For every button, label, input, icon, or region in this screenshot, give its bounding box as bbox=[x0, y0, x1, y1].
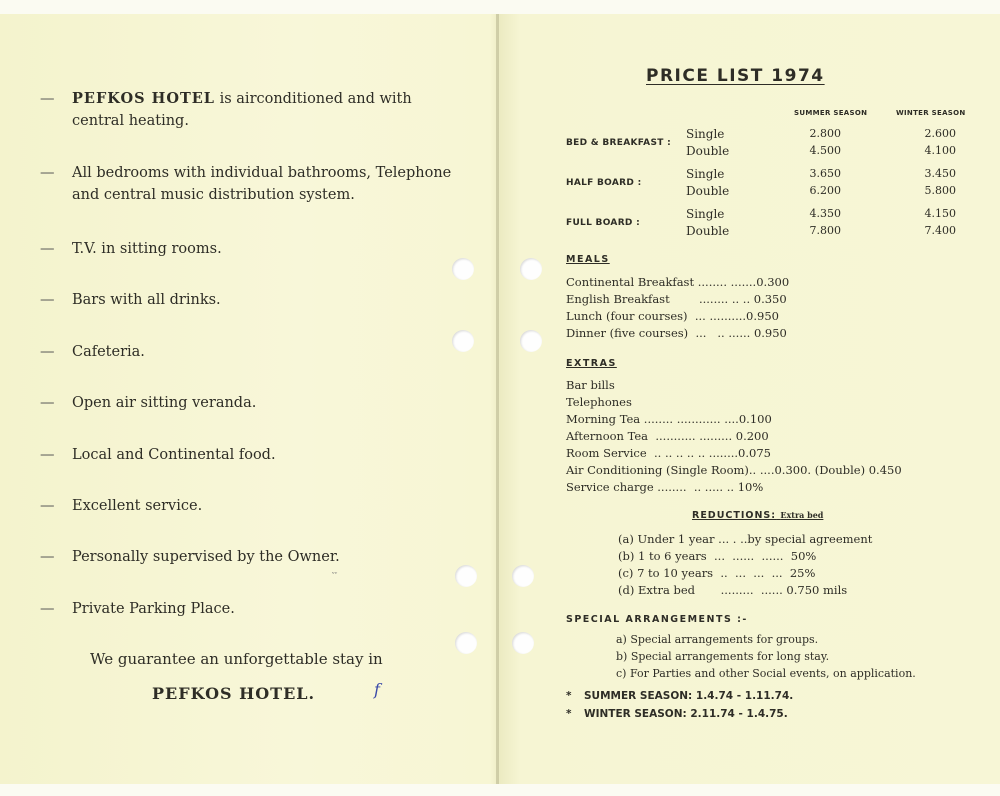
punch-hole bbox=[512, 632, 534, 654]
feature-item bbox=[40, 598, 457, 620]
feature-item bbox=[40, 392, 457, 414]
feature-text: Open air sitting veranda. bbox=[72, 395, 257, 411]
reduction-line: (c) 7 to 10 years .. ... ... ... 25% bbox=[618, 566, 816, 580]
punch-hole bbox=[520, 258, 542, 280]
reductions-title: REDUCTIONS: bbox=[692, 510, 777, 521]
reductions-heading bbox=[692, 510, 823, 521]
summer-price: 3.650 bbox=[809, 167, 841, 180]
feature-item bbox=[40, 546, 457, 568]
summer-price: 6.200 bbox=[809, 184, 841, 197]
punch-hole bbox=[452, 258, 474, 280]
star-icon: * bbox=[566, 690, 572, 702]
room-type: Double bbox=[686, 224, 730, 238]
winter-season-header: WINTER SEASON bbox=[896, 109, 966, 117]
feature-item bbox=[40, 289, 457, 311]
extra-line: Telephones bbox=[566, 395, 632, 409]
meal-line: Dinner (five courses) ... .. ...... 0.950 bbox=[566, 326, 787, 340]
feature-text: is airconditioned and with central heating. bbox=[72, 91, 412, 129]
feature-item bbox=[40, 238, 457, 260]
rate-label: HALF BOARD : bbox=[566, 178, 642, 188]
feature-item bbox=[40, 495, 457, 517]
winter-price: 4.150 bbox=[924, 207, 956, 220]
guarantee-text: We guarantee an unforgettable stay in bbox=[90, 650, 383, 668]
bullet-dash: — bbox=[40, 447, 55, 463]
bullet-dash: — bbox=[40, 292, 55, 308]
bullet-dash: — bbox=[40, 241, 55, 257]
winter-price: 3.450 bbox=[924, 167, 956, 180]
bullet-dash: — bbox=[40, 549, 55, 565]
reductions-subtitle: Extra bed bbox=[780, 510, 824, 520]
room-type: Single bbox=[686, 127, 725, 141]
feature-item bbox=[40, 162, 457, 206]
summer-price: 7.800 bbox=[809, 224, 841, 237]
extra-line: Afternoon Tea ........... ......... 0.200 bbox=[566, 429, 769, 443]
extra-line: Bar bills bbox=[566, 378, 615, 392]
bullet-dash: — bbox=[40, 601, 55, 617]
punch-hole bbox=[455, 565, 477, 587]
special-line: b) Special arrangements for long stay. bbox=[616, 650, 830, 663]
special-line: a) Special arrangements for groups. bbox=[616, 633, 819, 646]
feature-text: Excellent service. bbox=[72, 498, 203, 514]
room-type: Single bbox=[686, 207, 725, 221]
extras-heading: EXTRAS bbox=[566, 358, 617, 369]
extra-line: Morning Tea ........ ............ ....0.100 bbox=[566, 412, 772, 426]
summer-season-dates bbox=[566, 688, 793, 705]
reduction-line: (b) 1 to 6 years ... ...... ...... 50% bbox=[618, 549, 817, 563]
winter-season-dates bbox=[566, 706, 788, 723]
season-text: WINTER SEASON: 2.11.74 - 1.4.75. bbox=[584, 708, 788, 720]
reduction-line: (d) Extra bed ......... ...... 0.750 mils bbox=[618, 583, 848, 597]
winter-price: 4.100 bbox=[924, 144, 956, 157]
punch-hole bbox=[455, 632, 477, 654]
feature-text: Bars with all drinks. bbox=[72, 292, 221, 308]
extra-line: Air Conditioning (Single Room).. ....0.300. (Double) 0.450 bbox=[566, 463, 902, 477]
season-text: SUMMER SEASON: 1.4.74 - 1.11.74. bbox=[584, 690, 794, 702]
feature-text: Cafeteria. bbox=[72, 344, 145, 360]
bullet-dash: — bbox=[40, 165, 55, 181]
price-list-title: PRICE LIST 1974 bbox=[646, 66, 825, 86]
special-heading: SPECIAL ARRANGEMENTS :- bbox=[566, 614, 748, 625]
rate-label: FULL BOARD : bbox=[566, 218, 641, 228]
feature-text: Personally supervised by the Owner. bbox=[72, 549, 340, 565]
bullet-dash: — bbox=[40, 498, 55, 514]
winter-price: 7.400 bbox=[924, 224, 956, 237]
feature-text: All bedrooms with individual bathrooms, Telephone and central music distribution system. bbox=[72, 165, 452, 203]
extra-line: Service charge ........ .. ..... .. 10% bbox=[566, 480, 764, 494]
feature-text: Private Parking Place. bbox=[72, 601, 235, 617]
room-type: Double bbox=[686, 184, 730, 198]
winter-price: 5.800 bbox=[924, 184, 956, 197]
extra-line: Room Service .. .. .. .. .. ........0.075 bbox=[566, 446, 771, 460]
feature-item bbox=[40, 88, 457, 132]
page-fold bbox=[496, 14, 499, 784]
feature-item bbox=[40, 341, 457, 363]
hotel-name: PEFKOS HOTEL. bbox=[152, 684, 316, 703]
room-type: Single bbox=[686, 167, 725, 181]
star-icon: * bbox=[566, 708, 572, 720]
feature-text: T.V. in sitting rooms. bbox=[72, 241, 222, 257]
pencil-mark: f bbox=[374, 680, 380, 699]
reduction-line: (a) Under 1 year ... . ..by special agreement bbox=[618, 532, 873, 546]
meal-line: Lunch (four courses) ... ..........0.950 bbox=[566, 309, 779, 323]
punch-hole bbox=[520, 330, 542, 352]
summer-price: 4.500 bbox=[809, 144, 841, 157]
bullet-dash: — bbox=[40, 395, 55, 411]
meal-line: Continental Breakfast ........ .......0.300 bbox=[566, 275, 790, 289]
meals-heading: MEALS bbox=[566, 254, 610, 265]
signature-scribble: ᵥᵥ bbox=[332, 568, 338, 576]
summer-price: 4.350 bbox=[809, 207, 841, 220]
winter-price: 2.600 bbox=[924, 127, 956, 140]
feature-lead: PEFKOS HOTEL bbox=[72, 90, 215, 107]
rate-label: BED & BREAKFAST : bbox=[566, 138, 672, 148]
feature-text: Local and Continental food. bbox=[72, 447, 276, 463]
bullet-dash: — bbox=[40, 344, 55, 360]
summer-season-header: SUMMER SEASON bbox=[794, 109, 868, 117]
punch-hole bbox=[512, 565, 534, 587]
meal-line: English Breakfast ........ .. .. 0.350 bbox=[566, 292, 787, 306]
room-type: Double bbox=[686, 144, 730, 158]
feature-item bbox=[40, 444, 457, 466]
special-line: c) For Parties and other Social events, on application. bbox=[616, 667, 916, 680]
summer-price: 2.800 bbox=[809, 127, 841, 140]
bullet-dash: — bbox=[40, 91, 55, 107]
